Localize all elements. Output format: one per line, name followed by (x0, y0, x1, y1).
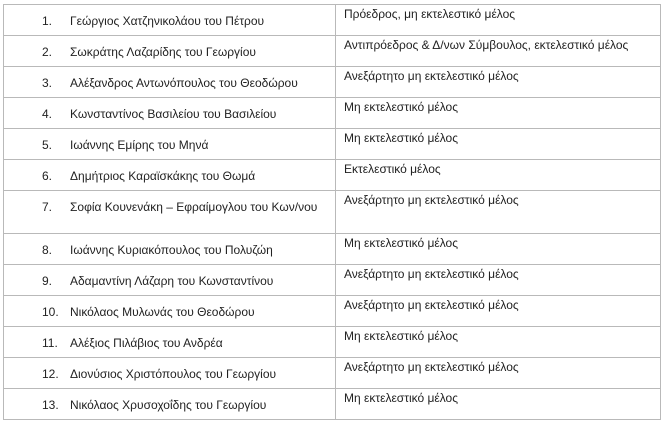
table-row (4, 358, 661, 389)
member-number: 5. (42, 138, 53, 152)
member-name: Σωκράτης Λαζαρίδης του Γεωργίου (70, 45, 256, 59)
member-number: 8. (42, 243, 53, 257)
member-role: Μη εκτελεστικό μέλος (336, 234, 661, 265)
member-role: Ανεξάρτητο μη εκτελεστικό μέλος (336, 358, 661, 389)
table-row (4, 98, 661, 129)
member-name: Νικόλαος Μυλωνάς του Θεοδώρου (70, 305, 255, 319)
member-name: Σοφία Κουνενάκη – Εφραίμογλου του Κων/νου (70, 200, 318, 214)
table-row (4, 36, 661, 67)
table-row (4, 67, 661, 98)
member-number: 4. (42, 107, 53, 121)
member-role: Ανεξάρτητο μη εκτελεστικό μέλος (336, 296, 661, 327)
member-number: 7. (42, 200, 53, 214)
member-role: Μη εκτελεστικό μέλος (336, 327, 661, 358)
member-name-cell (4, 296, 336, 327)
member-name-cell (4, 36, 336, 67)
table-row (4, 296, 661, 327)
member-name: Αλέξανδρος Αντωνόπουλος του Θεοδώρου (70, 76, 298, 90)
member-role: Πρόεδρος, μη εκτελεστικό μέλος (336, 5, 661, 36)
member-name-cell (4, 160, 336, 191)
member-number: 3. (42, 76, 53, 90)
member-name-cell (4, 234, 336, 265)
member-name: Κωνσταντίνος Βασιλείου του Βασιλείου (70, 107, 277, 121)
member-name-cell (4, 98, 336, 129)
member-name-cell (4, 191, 336, 234)
member-number: 13. (42, 398, 59, 412)
table-row (4, 191, 661, 234)
member-role: Ανεξάρτητο μη εκτελεστικό μέλος (336, 67, 661, 98)
table-row (4, 327, 661, 358)
member-number: 11. (42, 336, 58, 350)
member-number: 12. (42, 367, 59, 381)
member-name: Διονύσιος Χριστόπουλος του Γεωργίου (70, 367, 277, 381)
member-name: Ιωάννης Εμίρης του Μηνά (70, 138, 209, 152)
member-number: 10. (42, 305, 59, 319)
member-name-cell (4, 265, 336, 296)
table-row (4, 129, 661, 160)
member-name: Αδαμαντίνη Λάζαρη του Κωνσταντίνου (70, 274, 274, 288)
member-name: Δημήτριος Καραϊσκάκης του Θωμά (70, 169, 256, 183)
table-row (4, 160, 661, 191)
member-number: 1. (42, 14, 53, 28)
member-name: Αλέξιος Πιλάβιος του Ανδρέα (70, 336, 223, 350)
member-number: 6. (42, 169, 53, 183)
member-number: 9. (42, 274, 53, 288)
member-name: Ιωάννης Κυριακόπουλος του Πολυζώη (70, 243, 273, 257)
member-role: Ανεξάρτητο μη εκτελεστικό μέλος (336, 191, 661, 234)
member-name-cell (4, 129, 336, 160)
member-role: Εκτελεστικό μέλος (336, 160, 661, 191)
member-name-cell (4, 358, 336, 389)
member-role: Μη εκτελεστικό μέλος (336, 129, 661, 160)
member-name: Γεώργιος Χατζηνικολάου του Πέτρου (70, 14, 265, 28)
member-name-cell (4, 5, 336, 36)
member-name-cell (4, 389, 336, 420)
table-row (4, 234, 661, 265)
member-role: Μη εκτελεστικό μέλος (336, 389, 661, 420)
member-name-cell (4, 67, 336, 98)
member-number: 2. (42, 45, 53, 59)
table-row (4, 265, 661, 296)
member-role: Ανεξάρτητο μη εκτελεστικό μέλος (336, 265, 661, 296)
member-role: Μη εκτελεστικό μέλος (336, 98, 661, 129)
table-row (4, 389, 661, 420)
member-role: Αντιπρόεδρος & Δ/νων Σύμβουλος, εκτελεστικό μέλος (336, 36, 661, 67)
table-row (4, 5, 661, 36)
board-members-table (3, 4, 661, 420)
member-name-cell (4, 327, 336, 358)
member-name: Νικόλαος Χρυσοχοΐδης του Γεωργίου (70, 398, 267, 412)
